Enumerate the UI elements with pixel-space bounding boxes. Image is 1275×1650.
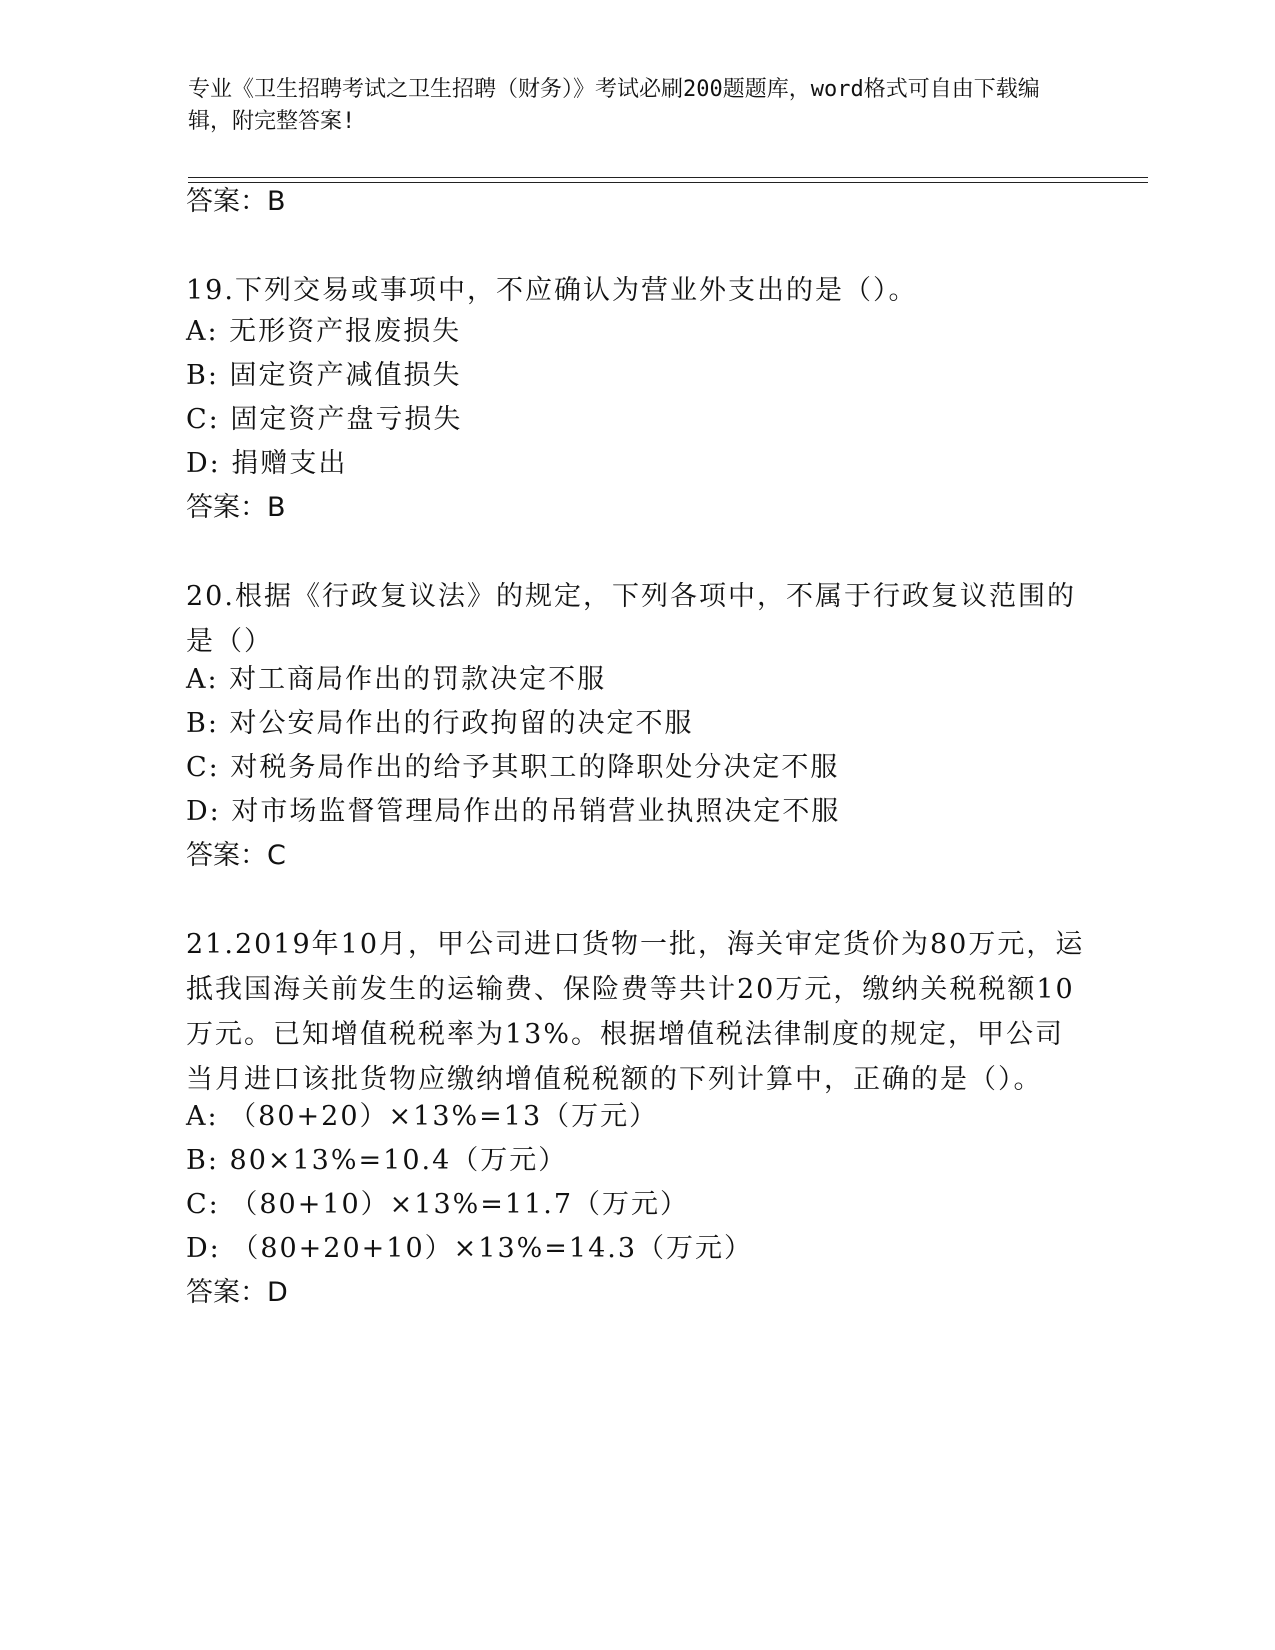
question-21-option-c: C: （80+10）×13%=11.7（万元） — [186, 1189, 690, 1220]
header-rule-top — [188, 177, 1148, 178]
question-19-option-b: B: 固定资产减值损失 — [186, 360, 462, 391]
question-20-option-b: B: 对公安局作出的行政拘留的决定不服 — [186, 708, 694, 739]
question-21-option-a: A: （80+20）×13%=13（万元） — [186, 1101, 659, 1132]
question-20-option-c: C: 对税务局作出的给予其职工的降职处分决定不服 — [186, 752, 840, 783]
document-header: 专业《卫生招聘考试之卫生招聘（财务）》考试必刷200题题库，word格式可自由下载编辑，附完整答案! — [188, 77, 1040, 134]
question-19-option-c: C: 固定资产盘亏损失 — [186, 404, 463, 435]
question-21-option-d: D: （80+20+10）×13%=14.3（万元） — [186, 1233, 754, 1264]
header-rule-bottom — [188, 182, 1148, 183]
question-20-option-a: A: 对工商局作出的罚款决定不服 — [186, 664, 607, 695]
question-20-text: 20.根据《行政复议法》的规定，下列各项中，不属于行政复议范围的是（） — [186, 581, 1076, 657]
question-19-option-a: A: 无形资产报废损失 — [186, 316, 462, 347]
question-19-answer: 答案：B — [186, 492, 286, 523]
question-19-option-d: D: 捐赠支出 — [186, 448, 348, 479]
question-21-option-b: B: 80×13%=10.4（万元） — [186, 1145, 568, 1176]
previous-answer: 答案：B — [186, 186, 286, 217]
question-20-option-d: D: 对市场监督管理局作出的吊销营业执照决定不服 — [186, 796, 841, 827]
question-21-answer: 答案：D — [186, 1277, 288, 1308]
question-19-text: 19.下列交易或事项中，不应确认为营业外支出的是（）。 — [186, 275, 918, 306]
question-21-text: 21.2019年10月，甲公司进口货物一批，海关审定货价为80万元，运抵我国海关前发生的运输费、保险费等共计20万元，缴纳关税税额10万元。已知增值税税率为13%。根据增值税法律制度的规定，甲公司当月进口该批货物应缴纳增值税税额的下列计算中，正确的是（）。 — [186, 929, 1085, 1095]
question-20-answer: 答案：C — [186, 840, 286, 871]
